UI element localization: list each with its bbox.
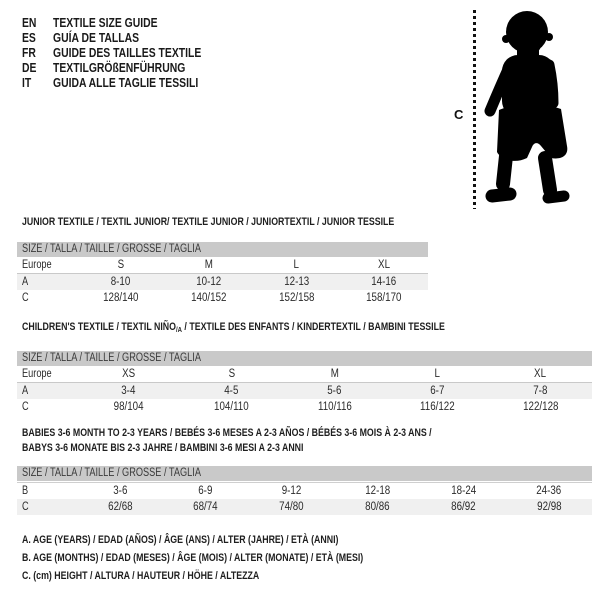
value-cell	[386, 383, 489, 399]
value-text: 128/140	[103, 292, 139, 304]
language-code	[22, 75, 53, 90]
language-code	[22, 30, 53, 45]
value-text: 5-6	[327, 385, 342, 397]
value-text: 6-7	[430, 385, 445, 397]
value-cell	[163, 499, 249, 515]
language-label	[53, 75, 235, 90]
size-bar-text: SIZE / TALLA / TAILLE / GRÖSSE / TAGLIA	[22, 352, 201, 364]
value-text: 152/158	[278, 292, 315, 304]
header-cell-text: S	[117, 259, 125, 271]
title-segment: /A	[175, 325, 182, 334]
table-row	[17, 290, 428, 306]
value-cell	[506, 499, 592, 515]
value-cell	[77, 274, 165, 290]
value-cell	[334, 499, 420, 515]
header-cell	[386, 366, 489, 382]
value-text: 140/152	[190, 292, 227, 304]
row-label-text: A	[22, 385, 29, 397]
height-measure-dotted-line	[473, 10, 476, 209]
table-title	[17, 320, 592, 337]
height-measure-figure	[450, 8, 600, 213]
table-title-line	[22, 441, 592, 456]
value-text: 6-9	[198, 485, 213, 497]
value-text: 74/80	[279, 501, 304, 513]
language-code	[22, 45, 53, 60]
row-label-cell	[17, 290, 77, 306]
size-bar	[17, 466, 592, 481]
table-row	[17, 483, 592, 499]
value-text: 110/116	[317, 401, 352, 413]
language-label-text: TEXTILGRÖßENFÜHRUNG	[53, 60, 186, 75]
header-cell	[283, 366, 386, 382]
row-label-text: A	[22, 276, 29, 288]
value-cell	[77, 483, 163, 499]
size-bar-text: SIZE / TALLA / TAILLE / GRÖSSE / TAGLIA	[22, 467, 201, 479]
table-row	[17, 399, 592, 415]
value-cell	[420, 499, 506, 515]
header-cell	[77, 257, 165, 273]
value-text: 12-13	[283, 276, 309, 288]
title-segment: JUNIOR TEXTILE / TEXTIL JUNIOR/ TEXTILE JUNIOR / JUNIORTEXTIL / JUNIOR TESSILE	[22, 216, 395, 228]
language-row	[22, 75, 238, 90]
header-cell-text: Europe	[22, 259, 52, 271]
title-segment: BABIES 3-6 MONTH TO 2-3 YEARS / BEBÉS 3-6 MESES A 2-3 AÑOS / BÉBÉS 3-6 MOIS À 2-3 ANS /	[22, 427, 432, 439]
header-cell-text: XS	[121, 368, 136, 380]
language-row	[22, 30, 238, 45]
language-row	[22, 45, 238, 60]
table-row	[17, 383, 592, 399]
value-cell	[163, 483, 249, 499]
table-title-text	[22, 320, 445, 337]
value-text: 62/68	[107, 501, 133, 513]
value-cell	[249, 499, 335, 515]
language-label	[53, 15, 184, 30]
row-label-text: C	[22, 292, 29, 304]
value-cell	[77, 499, 163, 515]
table-title-text	[22, 215, 394, 230]
value-text: 3-4	[121, 385, 136, 397]
row-label-cell	[17, 274, 77, 290]
row-label-text: B	[22, 485, 29, 497]
size-table-section-children	[17, 320, 592, 415]
header-cell	[340, 257, 428, 273]
value-cell	[180, 399, 283, 415]
value-text: 122/128	[522, 401, 559, 413]
toddler-silhouette-image	[483, 8, 585, 204]
language-label	[53, 30, 161, 45]
language-code-text: IT	[22, 75, 32, 90]
row-label-cell	[17, 399, 77, 415]
value-text: 68/74	[193, 501, 218, 513]
value-text: 86/92	[450, 501, 476, 513]
value-cell	[77, 290, 165, 306]
value-text: 14-16	[371, 276, 397, 288]
language-label-text: TEXTILE SIZE GUIDE	[53, 15, 158, 30]
header-cell-text: L	[293, 259, 300, 271]
language-label-text: GUIDA ALLE TAGLIE TESSILI	[53, 75, 199, 90]
value-text: 8-10	[111, 276, 131, 288]
size-bar-text: SIZE / TALLA / TAILLE / GRÖSSE / TAGLIA	[22, 243, 201, 255]
measure-label-c: C	[454, 107, 464, 122]
value-text: 92/98	[536, 501, 562, 513]
header-cell	[77, 366, 180, 382]
language-list	[22, 15, 238, 90]
language-code-text: FR	[22, 45, 36, 60]
header-cell	[253, 257, 341, 273]
header-cell-text: XL	[534, 368, 547, 380]
value-cell	[165, 274, 253, 290]
footnote	[22, 549, 449, 567]
value-cell	[77, 399, 180, 415]
value-text: 24-36	[536, 485, 562, 497]
value-text: 104/110	[214, 401, 249, 413]
footnote	[22, 567, 449, 585]
table-header-row	[17, 257, 428, 274]
value-cell	[340, 274, 428, 290]
value-text: 10-12	[196, 276, 222, 288]
value-cell	[420, 483, 506, 499]
language-label-text: GUIDE DES TAILLES TEXTILE	[53, 45, 202, 60]
size-table-section-babies	[17, 426, 592, 515]
value-cell	[283, 399, 386, 415]
value-cell	[253, 290, 341, 306]
header-cell	[165, 257, 253, 273]
size-bar	[17, 351, 592, 366]
row-label-text: C	[22, 401, 29, 413]
value-text: 18-24	[450, 485, 476, 497]
value-cell	[283, 383, 386, 399]
header-cell-text: Europe	[22, 368, 52, 380]
value-text: 7-8	[533, 385, 548, 397]
value-text: 4-5	[224, 385, 239, 397]
language-code-text: DE	[22, 60, 37, 75]
value-cell	[386, 399, 489, 415]
value-text: 9-12	[281, 485, 302, 497]
table-title-line	[22, 215, 428, 230]
footnote-text: C. (cm) HEIGHT / ALTURA / HAUTEUR / HÖHE / ALTEZZA	[22, 570, 260, 582]
value-cell	[165, 290, 253, 306]
header-cell-text: XL	[378, 259, 391, 271]
header-cell	[17, 257, 77, 273]
title-segment: CHILDREN'S TEXTILE / TEXTIL NIÑO	[22, 321, 176, 333]
table-title-line	[22, 426, 592, 441]
value-cell	[506, 483, 592, 499]
footnote-text: B. AGE (MONTHS) / EDAD (MESES) / ÂGE (MOIS) / ALTER (MONATE) / ETÀ (MESI)	[22, 552, 364, 564]
footnotes	[22, 531, 449, 585]
language-code	[22, 60, 53, 75]
language-row	[22, 15, 238, 30]
header-cell	[17, 366, 77, 382]
value-cell	[340, 290, 428, 306]
value-cell	[489, 383, 592, 399]
table-title-line	[22, 320, 592, 337]
title-segment: / TEXTILE DES ENFANTS / KINDERTEXTIL / BAMBINI TESSILE	[181, 321, 445, 333]
language-label	[53, 60, 218, 75]
value-text: 3-6	[112, 485, 127, 497]
header-cell	[180, 366, 283, 382]
table-header-row	[17, 366, 592, 383]
size-table-section-junior	[17, 215, 428, 306]
table-row	[17, 274, 428, 290]
table-title-text	[22, 426, 432, 441]
value-cell	[334, 483, 420, 499]
value-text: 158/170	[366, 292, 402, 304]
language-row	[22, 60, 238, 75]
value-cell	[180, 383, 283, 399]
row-label-cell	[17, 499, 77, 515]
language-code-text: ES	[22, 30, 36, 45]
value-text: 80/86	[365, 501, 390, 513]
value-cell	[77, 383, 180, 399]
table-row	[17, 499, 592, 515]
language-code-text: EN	[22, 15, 37, 30]
footnote-text: A. AGE (YEARS) / EDAD (AÑOS) / ÂGE (ANS) / ALTER (JAHRE) / ETÀ (ANNI)	[22, 534, 339, 546]
value-cell	[489, 399, 592, 415]
size-table	[17, 242, 428, 306]
language-label-text: GUÍA DE TALLAS	[53, 30, 140, 45]
title-segment: BABYS 3-6 MONATE BIS 2-3 JAHRE / BAMBINI 3-6 MESI A 2-3 ANNI	[22, 442, 304, 454]
row-label-cell	[17, 383, 77, 399]
table-title	[17, 215, 428, 230]
language-label	[53, 45, 238, 60]
value-text: 116/122	[420, 401, 455, 413]
value-text: 98/104	[113, 401, 144, 413]
table-title	[17, 426, 592, 456]
value-text: 12-18	[364, 485, 390, 497]
table-title-text	[22, 441, 303, 456]
size-table	[17, 351, 592, 415]
row-label-text: C	[22, 501, 29, 513]
header-cell-text: M	[204, 259, 213, 271]
value-cell	[253, 274, 341, 290]
size-table	[17, 466, 592, 515]
row-label-cell	[17, 483, 77, 499]
header-cell-text: S	[228, 368, 235, 380]
header-cell-text: M	[330, 368, 339, 380]
header-cell	[489, 366, 592, 382]
language-code	[22, 15, 53, 30]
header-cell-text: L	[434, 368, 441, 380]
footnote	[22, 531, 449, 549]
size-bar	[17, 242, 428, 257]
value-cell	[249, 483, 335, 499]
